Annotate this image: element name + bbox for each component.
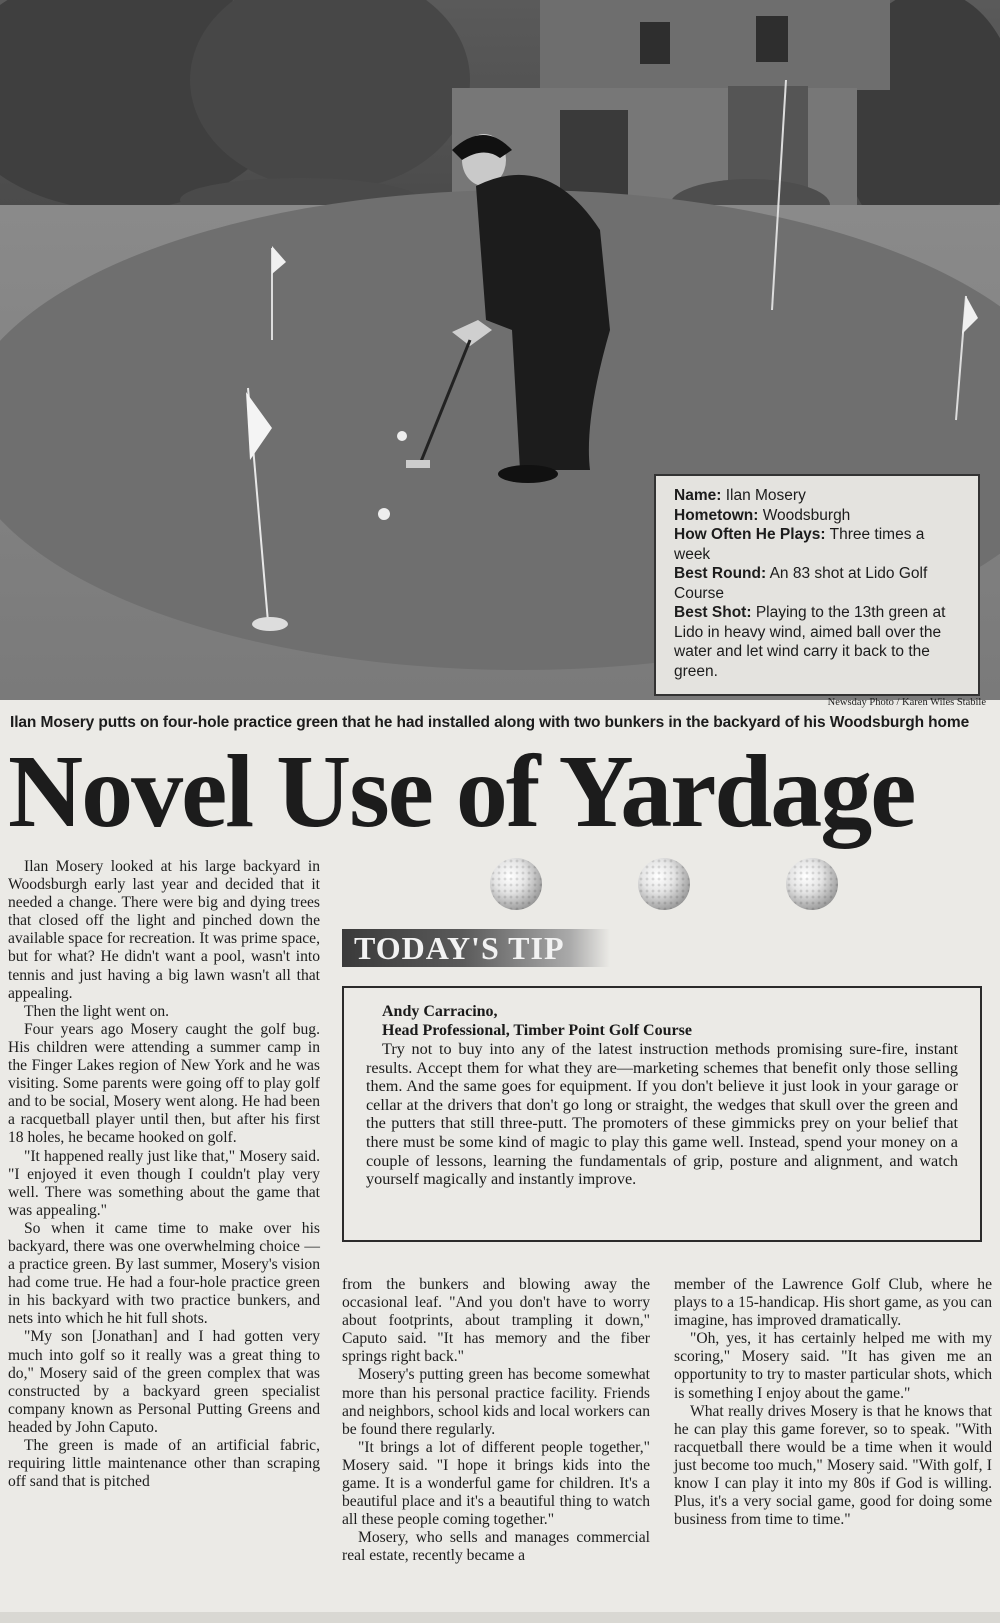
tip-author: Andy Carracino, (382, 1003, 498, 1020)
paragraph: Then the light went on. (24, 1002, 170, 1020)
round-label: Best Round: (674, 565, 767, 582)
paragraph: "Oh, yes, it has certainly helped me with my scoring," Mosery said. "It has given me an opportunity to try to master particular shots, which is something I enjoy about the game." (674, 1330, 992, 1402)
paragraph: member of the Lawrence Golf Club, where he plays to a 15-handicap. His short game, as you can imagine, has improved dramatically. (674, 1276, 992, 1330)
photo-credit: Newsday Photo / Karen Wiles Stabile (827, 697, 986, 708)
paragraph: "It brings a lot of different people together," Mosery said. "I hope it brings kids into the game. It is a wonderful game for children. It's a beautiful place and it's a beautiful thing to watch all these people coming together." (342, 1438, 650, 1529)
article-column-2 (342, 1276, 650, 1566)
paragraph: Ilan Mosery looked at his large backyard in Woodsburgh early last year and decided that it needed a change. There were big and dying trees that closed off the light and pinched down the available space for recreation. It was prime space, but for what? He didn't want a pool, wasn't into tennis and just having a big lawn wasn't all that appealing. (8, 858, 320, 1002)
paragraph: "It happened really just like that," Mosery said. "I enjoyed it even though I couldn't play very well. There was something about the game that was appealing." (8, 1147, 320, 1219)
paragraph: Mosery, who sells and manages commercial real estate, recently became a (342, 1529, 650, 1565)
golf-ball-icon (490, 858, 542, 910)
photo-caption: Ilan Mosery putts on four-hole practice green that he had installed along with two bunkers in the backyard of his Woodsburgh home (10, 714, 970, 731)
headline: Novel Use of Yardage (8, 734, 915, 849)
shot-value: Playing to the 13th green at Lido in heavy wind, aimed ball over the water and let wind carry it back to the green. (674, 604, 946, 680)
round-value: An 83 shot at Lido Golf Course (674, 565, 928, 602)
news-photo (0, 0, 1000, 700)
paragraph: What really drives Mosery is that he knows that he can play this game forever, so to speak. "With racquetball there would be a time when it would just become too much," Mosery said. "With golf, I know I can play it into my 80s if God is willing. Plus, it's a very social game, good for doing some business from time to time." (674, 1402, 992, 1529)
todays-tip-banner (342, 929, 610, 967)
tip-body: Try not to buy into any of the latest instruction methods promising sure-fire, instant results. Accept them for what they are—marketing schemes that benefit only those selling them. And the same goes for equipment. If you don't believe it just look in your garage or cellar at the drivers that don't go long or straight, the wedges that skull over the green and the putters that still three-putt. The promoters of these gimmicks prey on your belief that there must be some kind of magic to play this game well. Instead, spend your money on a couple of lessons, learning the fundamentals of grip, posture and alignment, and watch yourself magically and instantly improve. (366, 1040, 958, 1189)
paragraph: Mosery's putting green has become somewhat more than his personal practice facility. Friends and neighbors, school kids and local workers can be found there regularly. (342, 1366, 650, 1438)
plays-value: Three times a week (674, 526, 925, 563)
paragraph: The green is made of an artificial fabric, requiring little maintenance other than scraping off sand that is pitched (8, 1437, 320, 1491)
name-label: Name: (674, 487, 722, 504)
article-column-1 (8, 858, 320, 1491)
hometown-label: Hometown: (674, 506, 759, 524)
paragraph: So when it came time to make over his backyard, there was one overwhelming choice — a practice green. By last summer, Mosery's vision had come true. He had a four-hole practice green in his backyard with two practice bunkers, and nets into which he hit full shots. (8, 1219, 320, 1328)
hometown-value: Woodsburgh (762, 506, 851, 524)
player-infobox (654, 474, 980, 696)
golf-ball-icon (786, 858, 838, 910)
name-value: Ilan Mosery (725, 487, 806, 504)
todays-tip-title: TODAY'S TIP (354, 930, 565, 966)
tip-author-role: Head Professional, Timber Point Golf Course (382, 1022, 692, 1039)
paragraph: Four years ago Mosery caught the golf bug. His children were attending a summer camp in the Finger Lakes region of New York and he was visiting. Some parents were going off to play golf and to be social, Mosery went along. He had been a racquetball player until then, but after his first 18 holes, he became hooked on golf. (8, 1020, 320, 1147)
page-bottom-edge (0, 1612, 1000, 1623)
todays-tip-box (342, 986, 982, 1242)
paragraph: from the bunkers and blowing away the occasional leaf. "And you don't have to worry about footprints, about trampling it down," Caputo said. "It has memory and the fiber springs right back." (342, 1276, 650, 1366)
paragraph: "My son [Jonathan] and I had gotten very much into golf so it really was a great thing to do," Mosery said of the green complex that was constructed by a backyard green specialist company known as Personal Putting Greens and headed by John Caputo. (8, 1328, 320, 1436)
golf-ball-icon (638, 858, 690, 910)
shot-label: Best Shot: (674, 604, 752, 621)
plays-label: How Often He Plays: (674, 526, 826, 543)
article-column-3 (674, 1276, 992, 1529)
